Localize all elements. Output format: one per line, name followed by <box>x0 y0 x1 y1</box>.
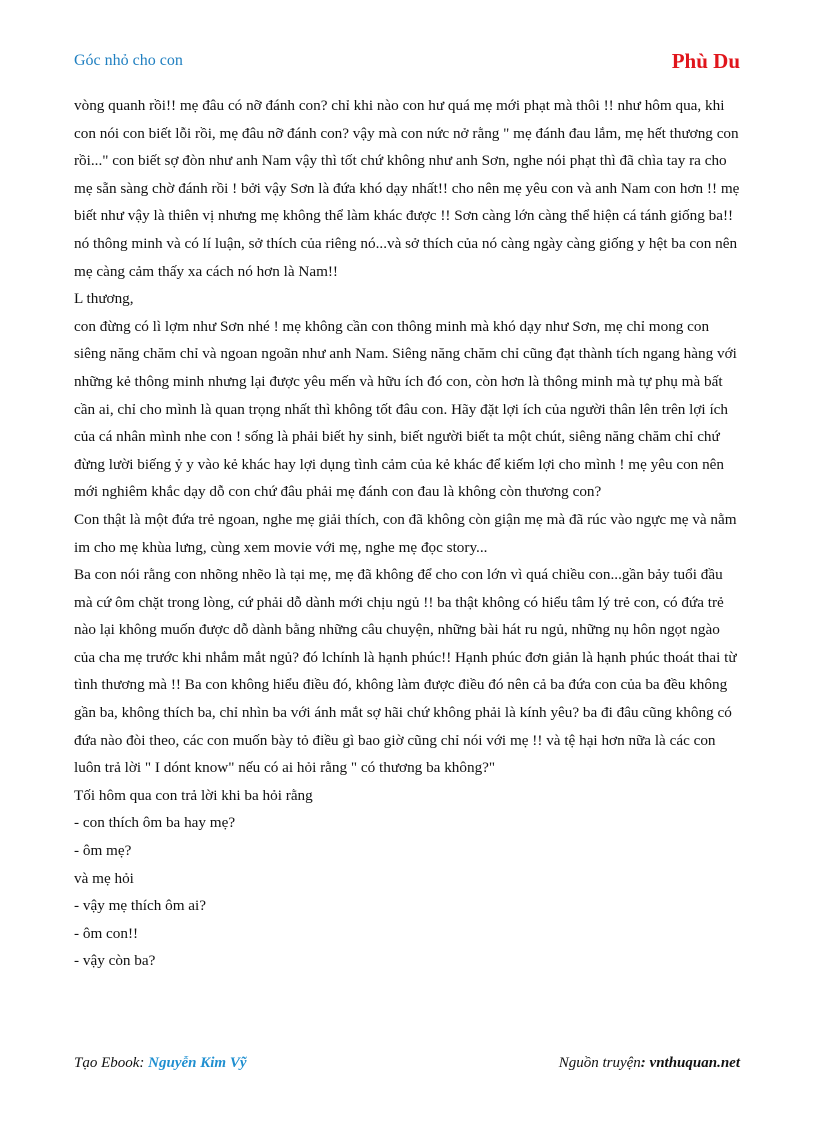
paragraph: và mẹ hỏi <box>74 869 134 887</box>
dialogue-line: - ôm mẹ? <box>74 842 132 860</box>
story-body <box>74 92 744 975</box>
source-label: Nguồn truyện <box>558 1055 641 1071</box>
paragraph: Tối hôm qua con trả lời khi ba hỏi rằng <box>74 786 313 804</box>
dialogue-line: - vậy mẹ thích ôm ai? <box>74 897 207 915</box>
source-credit <box>559 1055 740 1072</box>
author-name: Phù Du <box>671 49 740 73</box>
dialogue-line: - ôm con!! <box>74 924 139 942</box>
ebook-label: Tạo Ebook <box>74 1055 140 1071</box>
paragraph: Con thật là một đứa trẻ ngoan, nghe mẹ giải thích, con đã không còn giận mẹ mà đã rúc vào ngực mẹ và nằm im cho mẹ khùa lưng, cùng xem movie với mẹ, nghe mẹ đọc story... <box>74 510 737 556</box>
paragraph: L thương, <box>74 290 134 308</box>
source-separator: : <box>640 1055 650 1071</box>
dialogue-line: - con thích ôm ba hay mẹ? <box>74 814 236 832</box>
paragraph: vòng quanh rồi!! mẹ đâu có nỡ đánh con? chỉ khi nào con hư quá mẹ mới phạt mà thôi !! như hôm qua, khi con nói con biết lỗi rồi, mẹ đâu nỡ đánh con? vậy mà con nức nở rằng " mẹ đánh đau lắm, mẹ hết thương con rồi..." con biết sợ đòn như anh Nam vậy thì tốt chứ không như anh Sơn, nghe nói phạt thì đã chìa tay ra cho mẹ sẵn sàng chờ đánh rồi ! bởi vậy Sơn là đứa khó dạy nhất!! cho nên mẹ yêu con và anh Nam con hơn !! mẹ biết như vậy là thiên vị nhưng mẹ không thể làm khác được !! Sơn càng lớn càng thể hiện cá tánh giống ba!! nó thông minh và có lí luận, sở thích của riêng nó...và sở thích của nó càng ngày càng giống y hệt ba con nên mẹ càng cảm thấy xa cách nó hơn là Nam!! <box>74 97 740 280</box>
ebook-separator: : <box>139 1055 149 1071</box>
dialogue-line: - vậy còn ba? <box>74 952 156 970</box>
source-site: vnthuquan.net <box>649 1055 740 1071</box>
paragraph: Ba con nói rằng con nhõng nhẽo là tại mẹ, mẹ đã không để cho con lớn vì quá chiều con...gần bảy tuổi đầu mà cứ ôm chặt trong lòng, cứ phải dỗ dành mới chịu ngủ !! ba thật không có hiểu tâm lý trẻ con, có đứa trẻ nào lại không muốn được dỗ dành bằng những câu chuyện, những bài hát ru ngủ, những nụ hôn ngọt ngào của cha mẹ trước khi nhắm mắt ngủ? đó lchính là hạnh phúc!! Hạnh phúc đơn giản là hạnh phúc thoát thai từ tình thương mà !! Ba con không hiểu điều đó, không làm được điều đó nên cả ba đứa con của ba đều không gần ba, không thích ba, chỉ nhìn ba với ánh mắt sợ hãi chứ không phải là kính yêu? ba đi đâu cũng không có đứa nào đòi theo, các con muốn bày tỏ điều gì bao giờ cũng chỉ nói với mẹ !! và tệ hại hơn nữa là các con luôn trả lời " I dónt know" nếu có ai hỏi rằng " có thương ba không?" <box>74 566 737 777</box>
ebook-author: Nguyễn Kim Vỹ <box>148 1055 247 1071</box>
paragraph: con đừng có lì lợm như Sơn nhé ! mẹ không cần con thông minh mà khó dạy như Sơn, mẹ chỉ mong con siêng năng chăm chỉ và ngoan ngoãn như anh Nam. Siêng năng chăm chỉ cũng đạt thành tích ngang hàng với những kẻ thông minh nhưng lại được yêu mến và hữu ích đó con, còn hơn là thông minh mà tự phụ mà bất cần ai, chỉ cho mình là quan trọng nhất thì không tốt đâu con. Hãy đặt lợi ích của người thân lên trên lợi ích của cá nhân mình nhe con ! sống là phải biết hy sinh, biết người biết ta một chút, siêng năng chăm chỉ chứ đừng lười biếng ỷ y vào kẻ khác hay lợi dụng tình cảm của kẻ khác để kiếm lợi cho mình ! mẹ yêu con nên mới nghiêm khắc dạy dỗ con chứ đâu phải mẹ đánh con đau là không còn thương con? <box>74 317 737 501</box>
header-title: Góc nhỏ cho con <box>74 52 183 69</box>
ebook-credit <box>74 1055 247 1072</box>
